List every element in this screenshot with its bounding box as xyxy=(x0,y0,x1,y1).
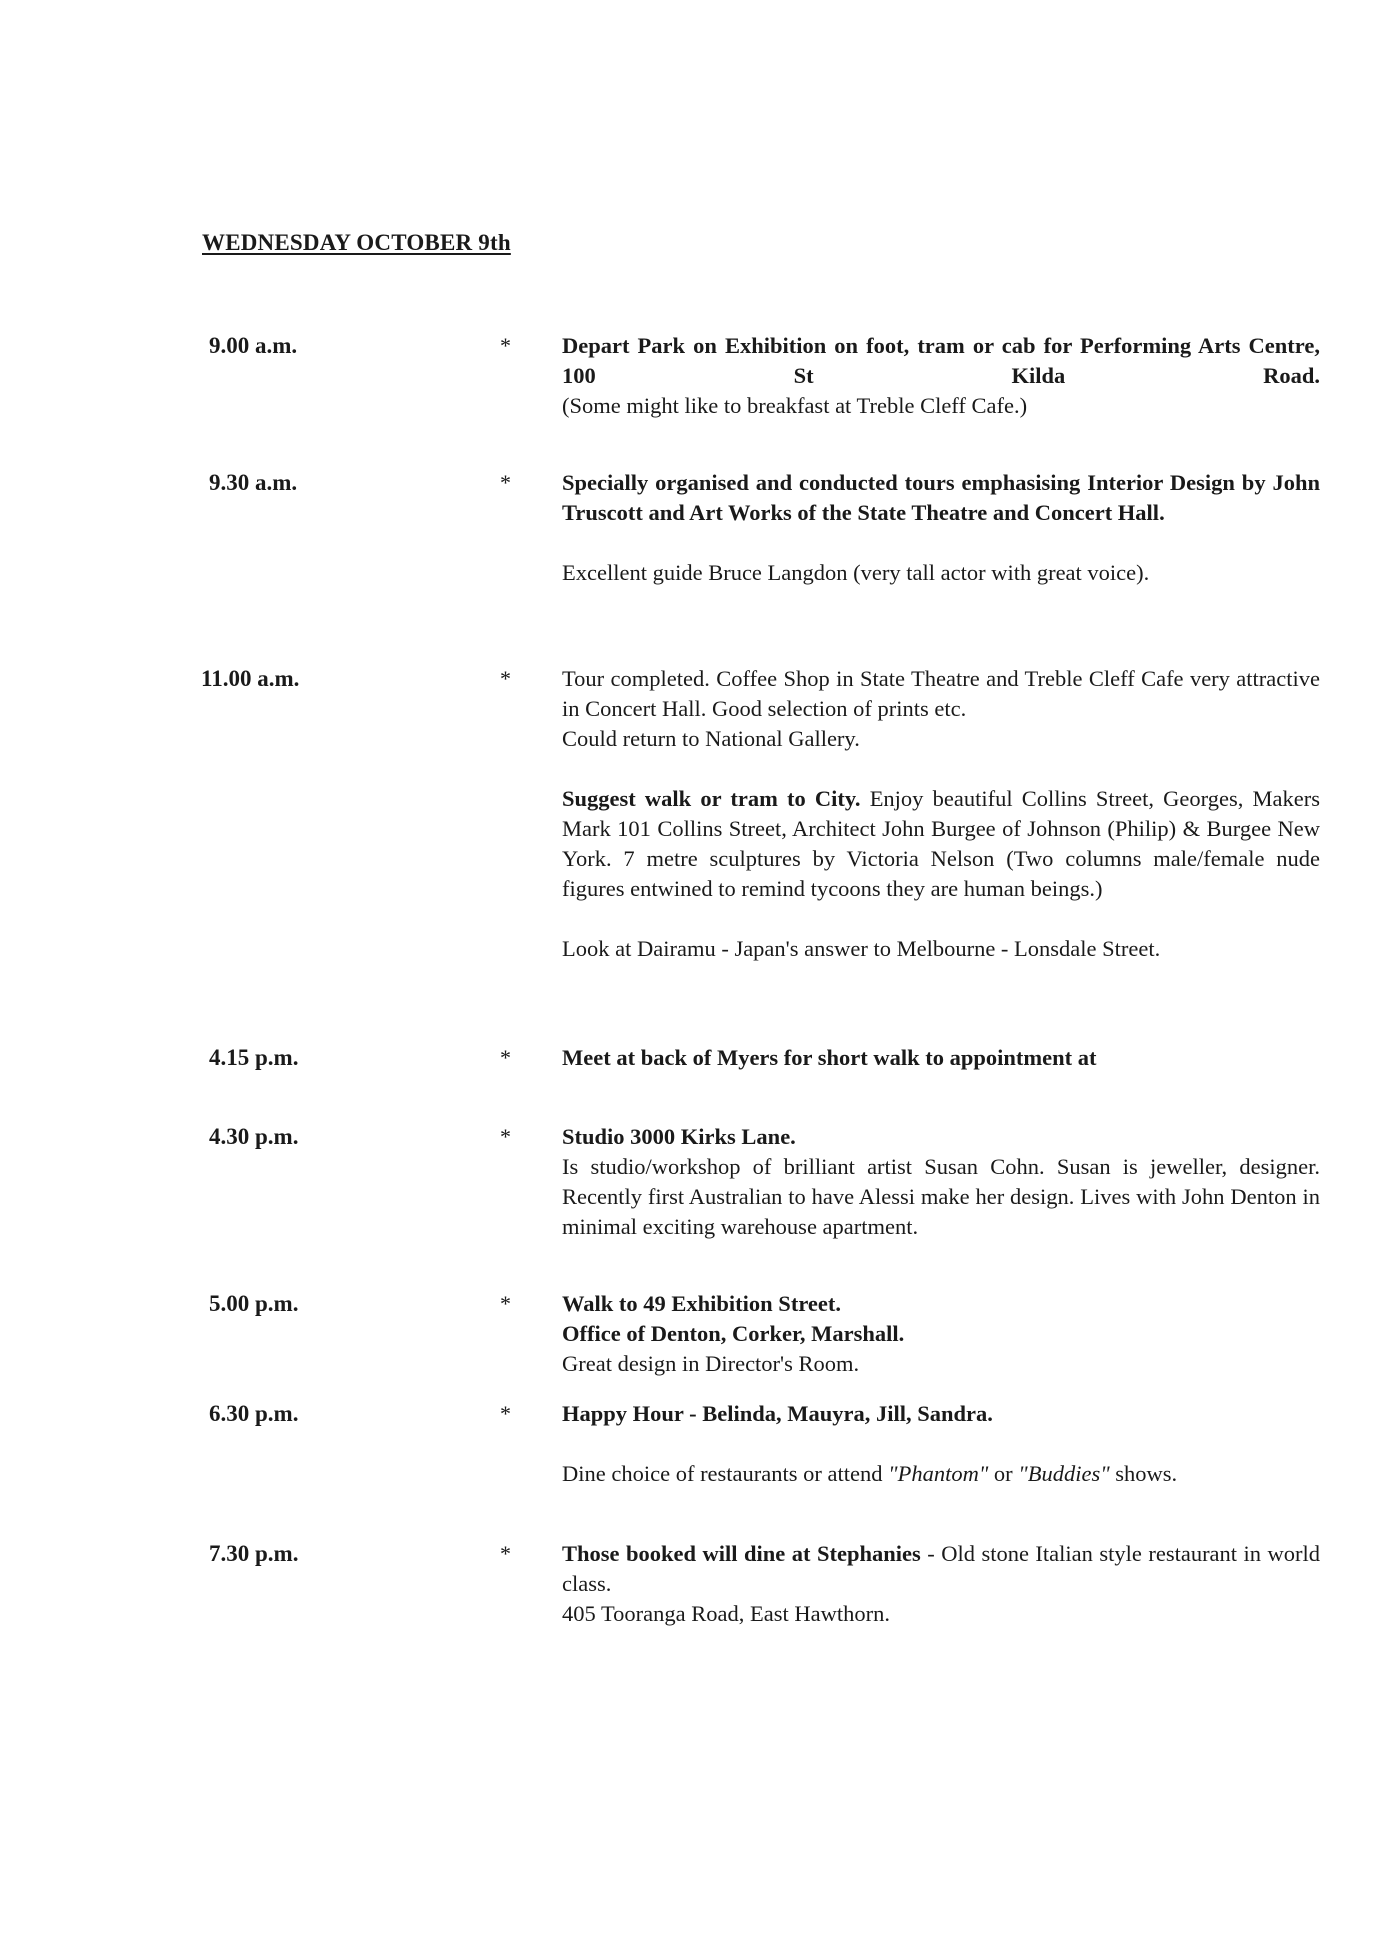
entry-time: 4.30 p.m. xyxy=(209,1124,299,1149)
bullet-asterisk: * xyxy=(500,1541,511,1566)
page-title: WEDNESDAY OCTOBER 9th xyxy=(202,230,511,255)
bullet-asterisk: * xyxy=(500,1291,511,1316)
entry-body xyxy=(562,331,1320,421)
entry-body xyxy=(562,468,1320,588)
bullet-asterisk: * xyxy=(500,333,511,358)
entry-body xyxy=(562,1043,1320,1073)
entry-text: - Old stone Italian style restaurant in world class. xyxy=(562,1541,1321,1596)
entry-text: Enjoy beautiful Collins Street, Georges, Makers Mark 101 Collins Street, Architect John Burgee of Johnson (Philip) & Burgee New York. 7 metre sculptures by Victoria Nelson (Two columns male/female nude figures entwined to remind tycoons they are human beings.) xyxy=(562,786,1321,901)
entry-paragraph xyxy=(562,1459,1320,1489)
entry-bold-text: Walk to 49 Exhibition Street. xyxy=(562,1291,841,1316)
entry-text: Could return to National Gallery. xyxy=(562,726,860,751)
entry-bold-text: Meet at back of Myers for short walk to appointment at xyxy=(562,1045,1097,1070)
bullet-asterisk: * xyxy=(500,470,511,495)
entry-bold-text: Specially organised and conducted tours emphasising Interior Design by John Truscott and Art Works of the State Theatre and Concert Hall. xyxy=(562,470,1320,525)
entry-paragraph xyxy=(562,784,1320,904)
entry-time: 4.15 p.m. xyxy=(209,1045,299,1070)
entry-bold-text: Depart Park on Exhibition on foot, tram or cab for Performing Arts Centre, 100 St Kilda Road. xyxy=(562,333,1320,388)
bullet-asterisk: * xyxy=(500,666,511,691)
entry-text: Is studio/workshop of brilliant artist Susan Cohn. Susan is jeweller, designer. Recently first Australian to have Alessi make her design. Lives with John Denton in minimal exciting warehouse apartment. xyxy=(562,1154,1320,1239)
entry-body xyxy=(562,1289,1320,1379)
entry-paragraph xyxy=(562,1539,1320,1599)
entry-text: Tour completed. Coffee Shop in State Theatre and Treble Cleff Cafe very attractive in Concert Hall. Good selection of prints etc. xyxy=(562,666,1320,721)
entry-text: 405 Tooranga Road, East Hawthorn. xyxy=(562,1601,890,1626)
entry-bold-text: Studio 3000 Kirks Lane. xyxy=(562,1124,796,1149)
bullet-asterisk: * xyxy=(500,1401,511,1426)
entry-bold-text: Office of Denton, Corker, Marshall. xyxy=(562,1321,905,1346)
entry-text: Look at Dairamu - Japan's answer to Melbourne - Lonsdale Street. xyxy=(562,936,1161,961)
entry-bold-text: Those booked will dine at Stephanies xyxy=(562,1541,921,1566)
entry-time: 11.00 a.m. xyxy=(201,666,300,691)
entry-body xyxy=(562,664,1320,964)
show-title-buddies: "Buddies" xyxy=(1018,1461,1110,1486)
entry-time: 9.00 a.m. xyxy=(209,333,298,358)
entry-text: (Some might like to breakfast at Treble Cleff Cafe.) xyxy=(562,393,1028,418)
entry-time: 5.00 p.m. xyxy=(209,1291,299,1316)
bullet-asterisk: * xyxy=(500,1124,511,1149)
entry-text: or xyxy=(993,1461,1013,1486)
entry-text: Excellent guide Bruce Langdon (very tall actor with great voice). xyxy=(562,560,1150,585)
entry-body xyxy=(562,1122,1320,1242)
entry-body xyxy=(562,1539,1320,1629)
show-title-phantom: "Phantom" xyxy=(888,1461,989,1486)
bullet-asterisk: * xyxy=(500,1045,511,1070)
entry-bold-text: Happy Hour - Belinda, Mauyra, Jill, Sandra. xyxy=(562,1401,993,1426)
entry-time: 9.30 a.m. xyxy=(209,470,298,495)
entry-text: Great design in Director's Room. xyxy=(562,1351,860,1376)
entry-bold-text: Suggest walk or tram to City. xyxy=(562,786,861,811)
entry-text: shows. xyxy=(1115,1461,1178,1486)
entry-body xyxy=(562,1399,1320,1489)
entry-time: 7.30 p.m. xyxy=(209,1541,299,1566)
entry-text: Dine choice of restaurants or attend xyxy=(562,1461,883,1486)
entry-time: 6.30 p.m. xyxy=(209,1401,299,1426)
